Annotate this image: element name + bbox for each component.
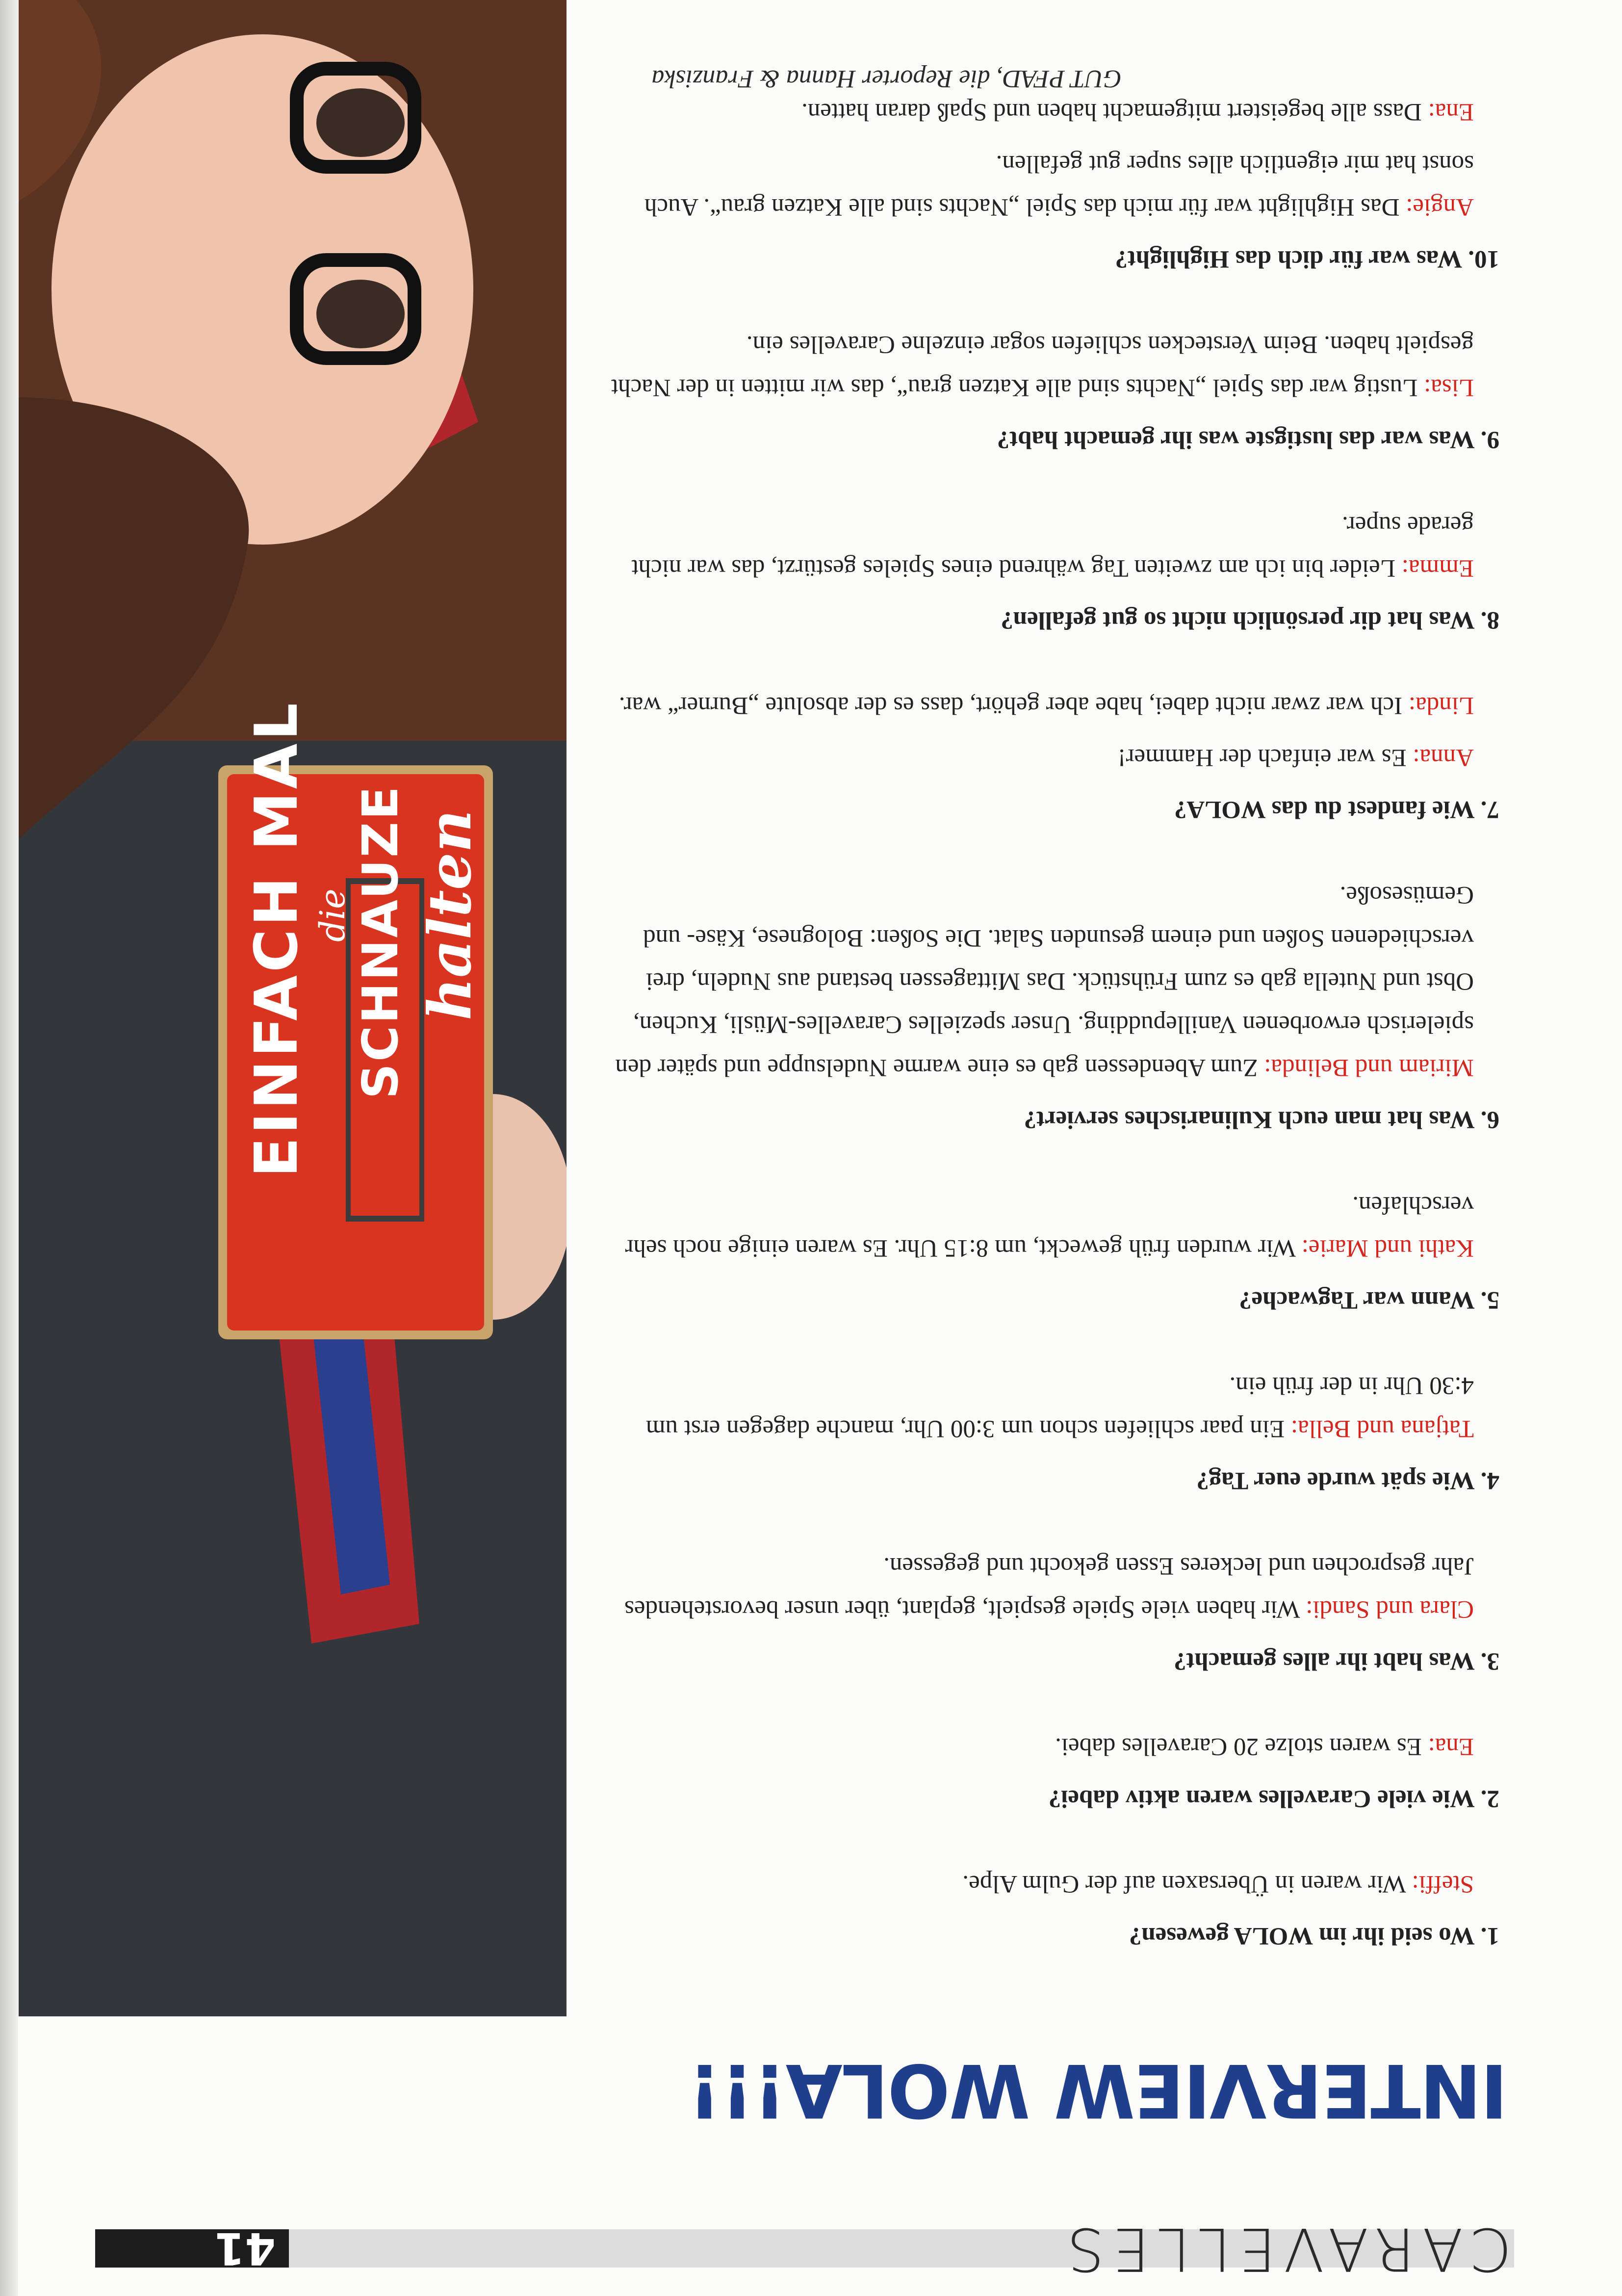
question: 7. Wie fandest du das WOLA? (1174, 796, 1499, 823)
answer-text: Zum Abendessen gab es eine warme Nudelsuppe und später den spielerisch erworbenen Vanillepudding. Unser spezielles Caravelles-Müsli, Kuchen, Obst und Nutella gab es zum Frühstück. Das Mittagessen bestand aus Nudeln, drei verschiedenen Soßen und einem gesunden Salat. Die Soßen: Bolognese, Käse- und Gemüsesoße. (615, 881, 1474, 1081)
speaker-name: Miriam und Belinda: (1264, 1054, 1474, 1081)
qa-item (597, 503, 1499, 642)
page-edge (0, 0, 18, 2296)
qa-item (597, 1183, 1499, 1322)
question: 9. Was war das lustigste was ihr gemacht habt? (997, 426, 1499, 453)
signature: GUT PFAD, die Reporter Hanna & Franziska (651, 65, 1122, 93)
headline: INTERVIEW WOLA!!! (689, 2047, 1508, 2133)
question: 1. Wo seid ihr im WOLA gewesen? (1129, 1922, 1499, 1950)
answer (597, 142, 1499, 229)
question: 2. Wie viele Caravelles waren aktiv dabei? (1048, 1785, 1499, 1812)
speaker-name: Linda: (1408, 692, 1474, 719)
qa-item (597, 1544, 1499, 1683)
sign-line: die (312, 888, 353, 942)
answer-text: Das Highlight war für mich das Spiel „Nachts sind alle Katzen grau“. Auch sonst hat mir eigentlich alles super gut gefallen. (644, 150, 1474, 221)
question: 10. Was war für dich das Highlight? (1115, 245, 1499, 273)
speaker-name: Angie: (1406, 193, 1474, 221)
answer (597, 684, 1499, 727)
answer (597, 1862, 1499, 1905)
qa-item (597, 1364, 1499, 1502)
answer (597, 1183, 1499, 1270)
sign-line: halten (415, 809, 485, 1020)
answer-text: Wir wurden früh geweckt, um 8:15 Uhr. Es waren einige noch sehr verschlafen. (625, 1191, 1474, 1262)
speaker-name: Anna: (1413, 744, 1474, 771)
photo (19, 0, 566, 2016)
question: 3. Was habt ihr alles gemacht? (1174, 1647, 1499, 1675)
speaker-name: Kathi und Marie: (1301, 1234, 1474, 1262)
question: 6. Was hat man euch Kulinarisches serviert? (1024, 1106, 1499, 1133)
question: 5. Wann war Tagwache? (1239, 1286, 1499, 1314)
answer (597, 736, 1499, 779)
sign-line: SCHNAUZE (352, 784, 409, 1099)
speaker-name: Steffi: (1412, 1870, 1474, 1898)
qa-item (597, 1862, 1499, 1957)
sign-text (219, 623, 494, 1197)
speaker-name: Clara und Sandi: (1306, 1595, 1474, 1623)
speaker-name: Tatjana und Bella: (1290, 1415, 1474, 1442)
answer-text: Lustig war das Spiel „Nachts sind alle Katzen grau“, das wir mitten in der Nacht gespielt haben. Beim Verstecken schliefen sogar einzelne Caravelles ein. (611, 331, 1474, 401)
answer (597, 1725, 1499, 1768)
answer-text: Ich war zwar nicht dabei, habe aber gehört, dass es der absolute „Burner“ war. (618, 692, 1409, 719)
answer (597, 90, 1499, 133)
interview-body (597, 48, 1499, 1957)
answer-text: Es war einfach der Hammer! (1117, 744, 1413, 771)
answer-text: Leider bin ich am zweiten Tag während eines Spieles gestürzt, das war nicht gerade super. (631, 511, 1474, 582)
qa-item (597, 684, 1499, 831)
answer (597, 1364, 1499, 1450)
sign-line: EINFACH MAL (243, 700, 311, 1177)
page-number: 41 (214, 2222, 276, 2274)
answer (597, 503, 1499, 590)
speaker-name: Ena: (1428, 1733, 1474, 1760)
question: 8. Was hat dir persönlich nicht so gut gefallen? (1001, 606, 1499, 634)
section-title: CARAVELLES (1059, 2215, 1512, 2283)
answer-text: Wir haben viele Spiele gespielt, geplant, über unser bevorstehendes Jahr gesprochen und leckeres Essen gekocht und gegessen. (624, 1552, 1474, 1623)
answer (597, 1544, 1499, 1631)
qa-item (597, 90, 1499, 281)
qa-item (597, 323, 1499, 461)
qa-item (597, 873, 1499, 1141)
answer-text: Ein paar schliefen schon um 3:00 Uhr, manche dagegen erst um 4:30 Uhr in der früh ein. (645, 1372, 1474, 1442)
answer (597, 323, 1499, 409)
question: 4. Wie spät wurde euer Tag? (1196, 1467, 1499, 1494)
speaker-name: Lisa: (1424, 374, 1474, 401)
qa-item (597, 1725, 1499, 1820)
answer (597, 873, 1499, 1089)
speaker-name: Emma: (1401, 554, 1474, 582)
answer-text: Wir waren in Übersaxen auf der Gulm Alpe. (962, 1870, 1412, 1898)
speaker-name: Ena: (1428, 98, 1474, 126)
answer-text: Dass alle begeistert mitgemacht haben und Spaß daran hatten. (801, 98, 1428, 126)
answer-text: Es waren stolze 20 Caravelles dabei. (1055, 1733, 1428, 1760)
